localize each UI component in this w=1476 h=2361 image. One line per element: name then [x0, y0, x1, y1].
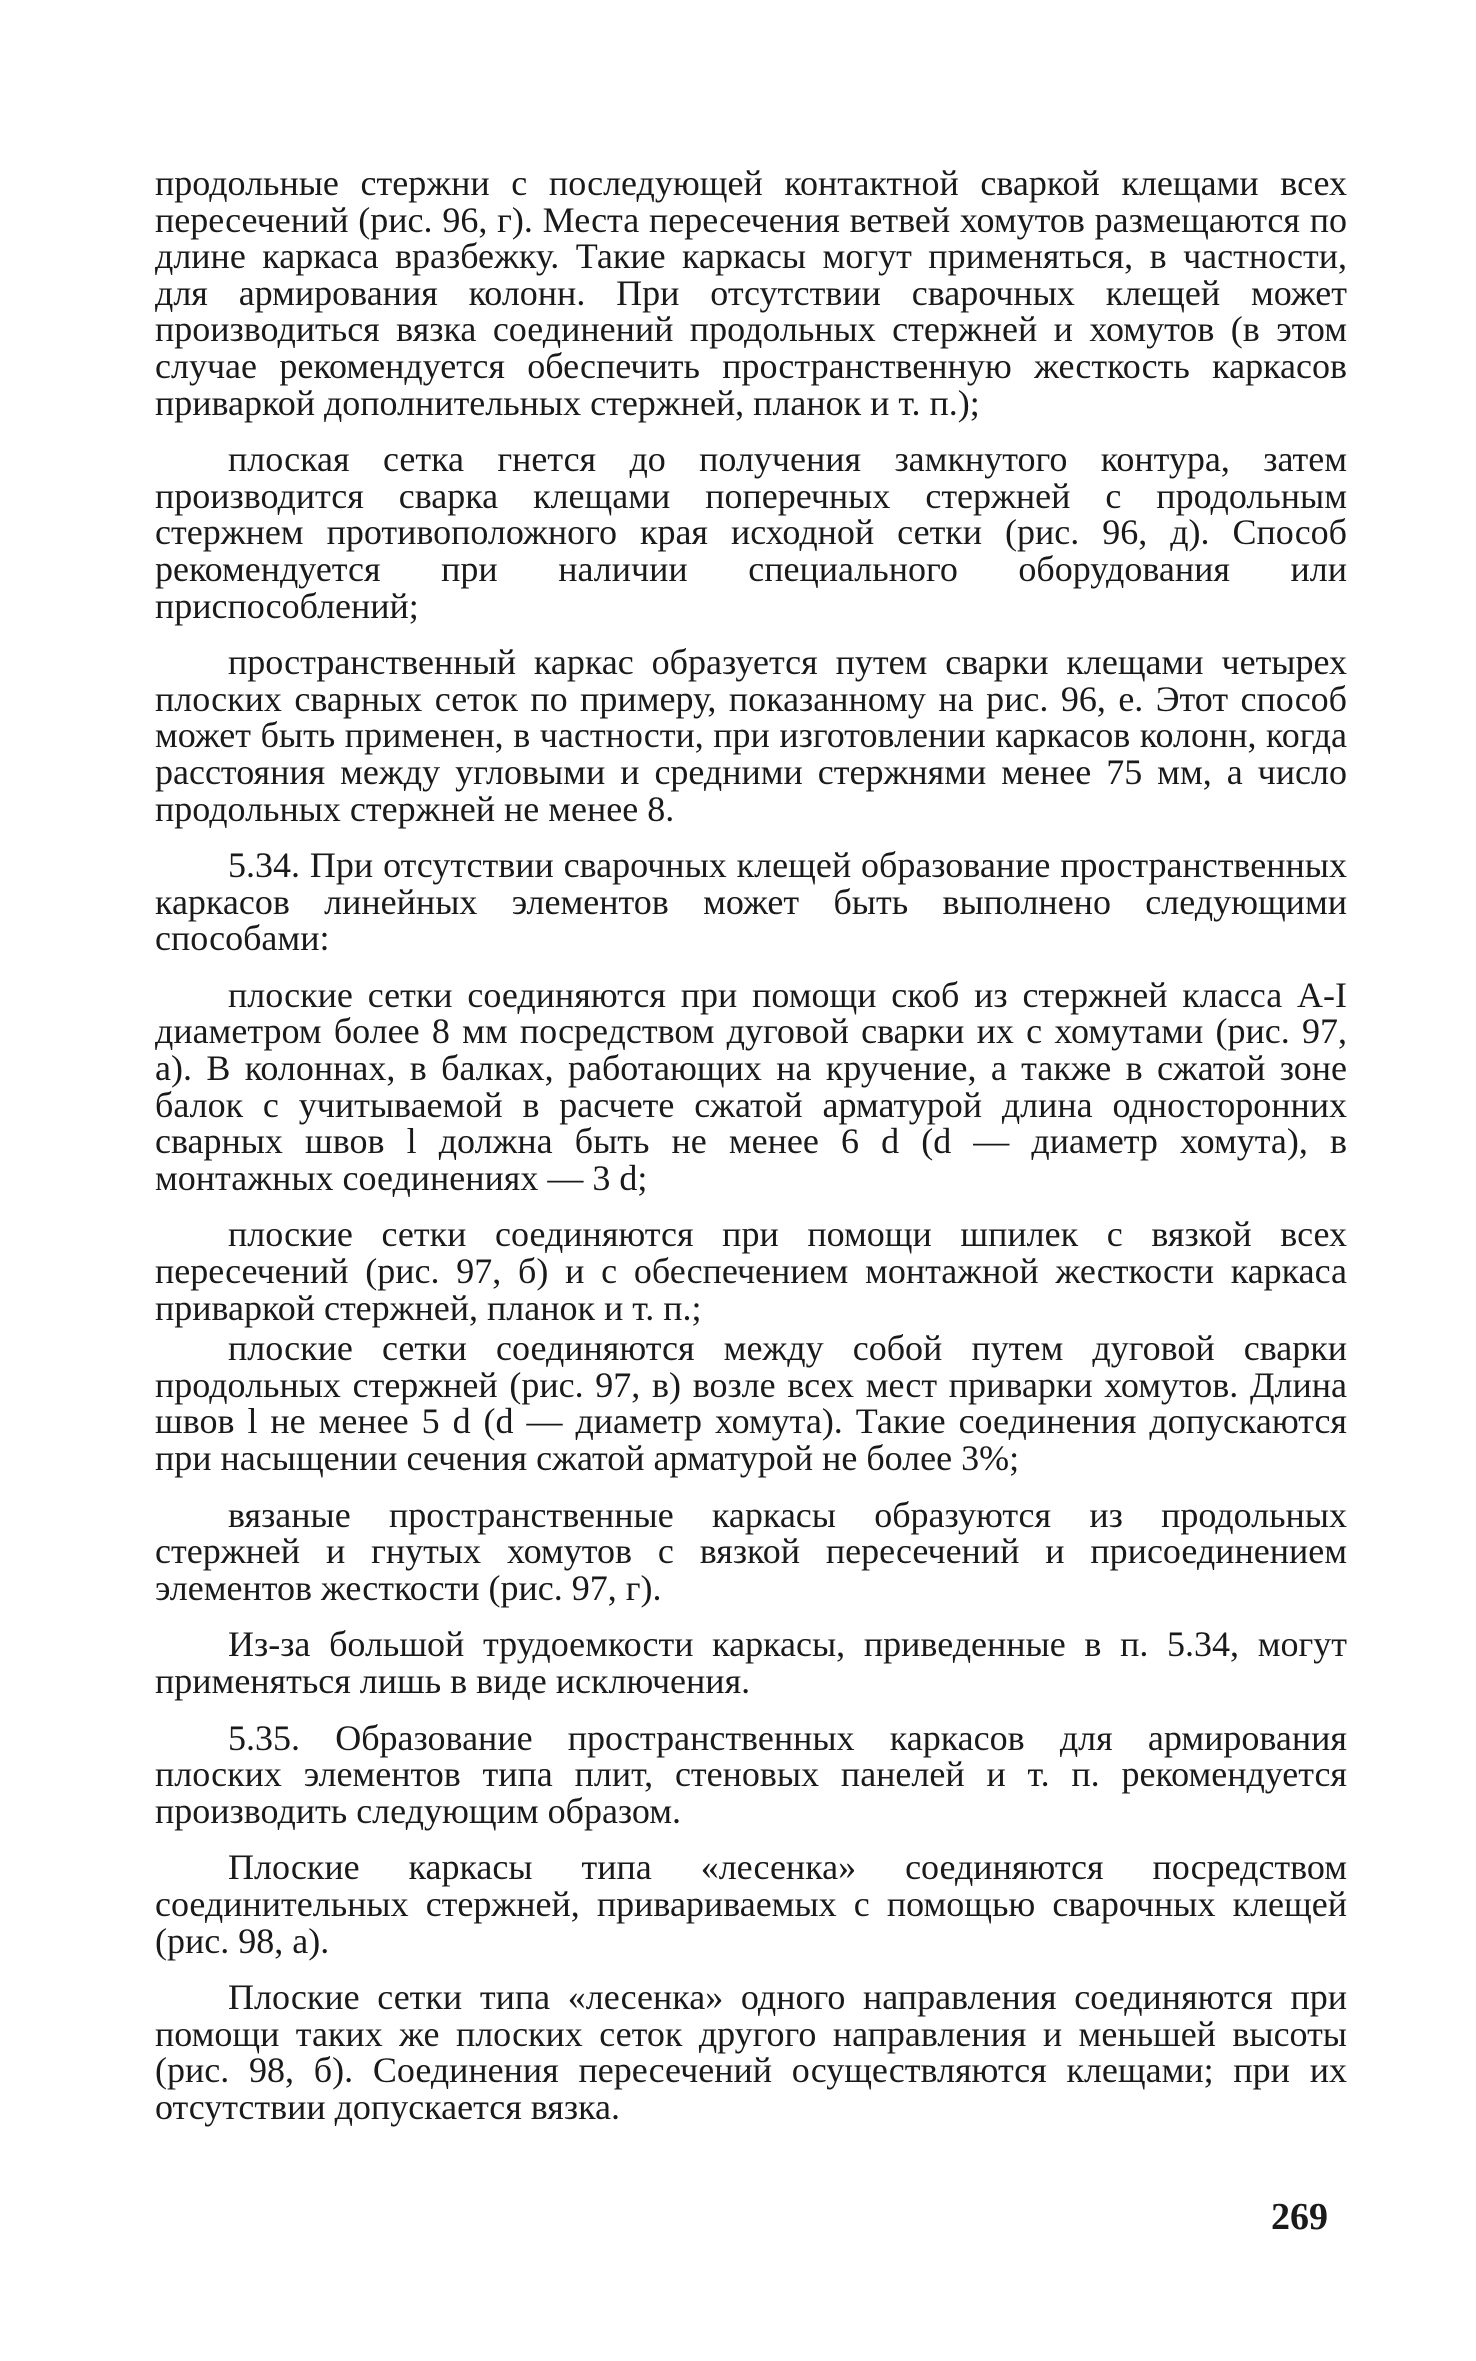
paragraph-6: плоские сетки соединяются при помощи шпилек с вязкой всех пересечений (рис. 97, б) и с обеспечением монтажной жесткости каркаса приваркой стержней, планок и т. п.; [155, 1214, 1347, 1328]
paragraph-4-section-5-34: 5.34. При отсутствии сварочных клещей образование пространственных каркасов линейных элементов может быть выполнено следующими способами: [155, 845, 1347, 959]
paragraph-3: пространственный каркас образуется путем сварки клещами четырех плоских сварных сеток по примеру, показанному на рис. 96, е. Этот способ может быть применен, в частности, при изготовлении каркасов колонн, когда расстояния между угловыми и средними стержнями менее 75 мм, а число продольных стержней не менее 8. [155, 642, 1347, 829]
paragraph-12: Плоские сетки типа «лесенка» одного направления соединяются при помощи таких же плоских сеток другого направления и меньшей высоты (рис. 98, б). Соединения пересечений осуществляются клещами; при их отсутствии допускается вязка. [155, 1977, 1347, 2127]
paragraph-8: вязаные пространственные каркасы образуются из продольных стержней и гнутых хомутов с вязкой пересечений и присоединением элементов жесткости (рис. 97, г). [155, 1494, 1347, 1608]
paragraph-2: плоская сетка гнется до получения замкнутого контура, затем производится сварка клещами поперечных стержней с продольным стержнем противоположного края исходной сетки (рис. 96, д). Способ рекомендуется при наличии специального оборудования или приспособлений; [155, 439, 1347, 626]
paragraph-7: плоские сетки соединяются между собой путем дуговой сварки продольных стержней (рис. 97, в) возле всех мест приварки хомутов. Длина швов l не менее 5 d (d — диаметр хомута). Такие соединения допускаются при насыщении сечения сжатой арматурой не более 3%; [155, 1328, 1347, 1478]
page-text [155, 165, 1347, 2126]
page-number: 269 [1271, 2196, 1328, 2238]
paragraph-1: продольные стержни с последующей контактной сваркой клещами всех пересечений (рис. 96, г). Места пересечения ветвей хомутов размещаются по длине каркаса вразбежку. Такие каркасы могут применяться, в частности, для армирования колонн. При отсутствии сварочных клещей может производиться вязка соединений продольных стержней и хомутов (в этом случае рекомендуется обеспечить пространственную жесткость каркасов приваркой дополнительных стержней, планок и т. п.); [155, 163, 1347, 423]
paragraph-11: Плоские каркасы типа «лесенка» соединяются посредством соединительных стержней, привариваемых с помощью сварочных клещей (рис. 98, а). [155, 1847, 1347, 1961]
paragraph-10-section-5-35: 5.35. Образование пространственных каркасов для армирования плоских элементов типа плит, стеновых панелей и т. п. рекомендуется производить следующим образом. [155, 1717, 1347, 1831]
paragraph-9: Из-за большой трудоемкости каркасы, приведенные в п. 5.34, могут применяться лишь в виде исключения. [155, 1624, 1347, 1701]
paragraph-5: плоские сетки соединяются при помощи скоб из стержней класса А-I диаметром более 8 мм посредством дуговой сварки их с хомутами (рис. 97, а). В колоннах, в балках, работающих на кручение, а также в сжатой зоне балок с учитываемой в расчете сжатой арматурой длина односторонних сварных швов l должна быть не менее 6 d (d — диаметр хомута), в монтажных соединениях — 3 d; [155, 974, 1347, 1198]
